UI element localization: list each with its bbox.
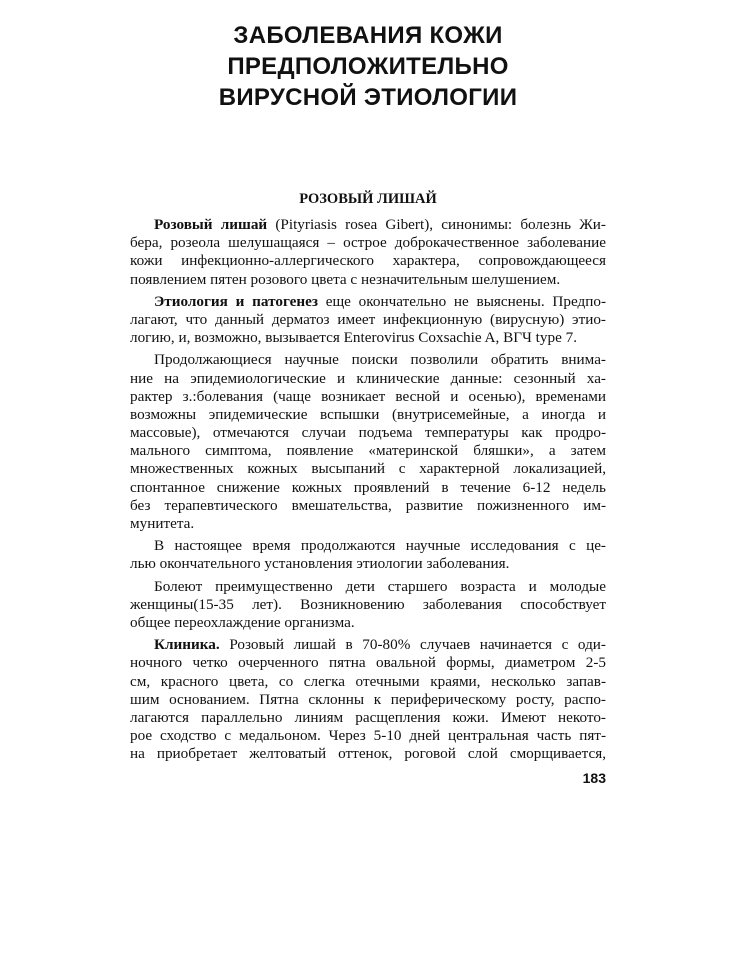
text-line-content: лагают, что данный дерматоз имеет инфекционную (вирусную) этио- (130, 310, 606, 328)
text-line-content: лью окончательного установления этиологии заболевания. (130, 555, 510, 573)
page-number: 183 (582, 770, 606, 786)
text-line (130, 351, 606, 369)
paragraph-lead-term: Клиника. (154, 636, 220, 654)
paragraph (130, 293, 606, 348)
chapter-title-line: ПРЕДПОЛОЖИТЕЛЬНО (227, 53, 509, 80)
text-line (130, 311, 606, 329)
text-line (130, 271, 606, 289)
paragraph (130, 351, 606, 533)
text-line (130, 555, 606, 573)
text-line-content: кожи инфекционно-аллергического характера, сопровождающееся (130, 252, 606, 270)
text-line-content: мального симптома, появление «материнской бляшки», а затем (130, 442, 606, 460)
text-line-content: логию, и, возможно, вызывается Enterovirus Coxsachie A, ВГЧ type 7. (130, 329, 577, 347)
chapter-title-line: ЗАБОЛЕВАНИЯ КОЖИ (233, 22, 503, 49)
text-line (130, 216, 606, 234)
text-line-content: спонтанное снижение кожных проявлений в течение 6-12 недель (130, 478, 606, 496)
text-line (130, 673, 606, 691)
text-line-content: см, красного цвета, со слегка отечными краями, несколько запав- (130, 672, 606, 690)
text-line-content: появлением пятен розового цвета с незначительным шелушением. (130, 270, 561, 288)
text-line-content: бера, розеола шелушащаяся – острое доброкачественное заболевание (130, 234, 606, 252)
text-line (130, 636, 606, 654)
text-line-content: рактер з.:болевания (чаще возникает весной и осенью), временами (130, 387, 606, 405)
text-line-content: женщины(15-35 лет). Возникновению заболевания способствует (130, 595, 606, 613)
text-line-content: еще окончательно не выяснены. Предпо- (317, 292, 606, 310)
text-line-content: Продолжающиеся научные поиски позволили обратить внима- (154, 351, 606, 369)
text-line (130, 654, 606, 672)
text-line-content: мунитета. (130, 515, 195, 532)
text-line (130, 497, 606, 515)
paragraph-lead-term: Этиология и патогенез (154, 292, 318, 310)
text-line-content: ние на эпидемиологические и клинические данные: сезонный ха- (130, 369, 606, 387)
text-line (130, 406, 606, 424)
text-line-content: (Pityriasis rosea Gibert), синонимы: болезнь Жи- (267, 216, 606, 233)
text-line-content: на приобретает желтоватый оттенок, роговой слой сморщивается, (130, 745, 606, 763)
text-line-content: В настоящее время продолжаются научные исследования с це- (154, 537, 606, 555)
text-line (130, 442, 606, 460)
text-line-content: рое сходство с медальоном. Через 5-10 дней центральная часть пят- (130, 727, 606, 745)
paragraph (130, 636, 606, 763)
text-line (130, 727, 606, 745)
text-line (130, 596, 606, 614)
text-line (130, 537, 606, 555)
text-line (130, 691, 606, 709)
paragraph-lead-term: Розовый лишай (154, 216, 268, 233)
chapter-title-line: ВИРУСНОЙ ЭТИОЛОГИИ (218, 84, 518, 111)
section-title: РОЗОВЫЙ ЛИШАЙ (299, 191, 437, 207)
text-line (130, 745, 606, 763)
text-line-content: Розовый лишай в 70-80% случаев начинается с оди- (219, 636, 606, 654)
text-line (130, 234, 606, 252)
text-line (130, 252, 606, 270)
text-line-content: без терапевтического вмешательства, развитие пожизненного им- (130, 496, 606, 514)
text-line-content: Болеют преимущественно дети старшего возраста и молодые (154, 577, 606, 595)
text-line (130, 460, 606, 478)
text-line-content: массовые), отмечаются случаи подъема температуры как продро- (130, 424, 606, 442)
paragraph (130, 537, 606, 573)
text-line (130, 578, 606, 596)
text-line-content: ночного четко очерченного пятна овальной формы, диаметром 2-5 (130, 654, 606, 672)
text-line-content: шим основанием. Пятна склонны к периферическому росту, распо- (130, 690, 606, 708)
text-line (130, 709, 606, 727)
text-line (130, 388, 606, 406)
paragraph (130, 216, 606, 289)
text-line (130, 370, 606, 388)
text-line (130, 515, 606, 533)
text-line (130, 424, 606, 442)
text-line-content: возможны эпидемические вспышки (внутрисемейные, а иногда и (130, 405, 606, 423)
text-line (130, 479, 606, 497)
text-line (130, 614, 606, 632)
body-text (130, 216, 606, 767)
text-line-content: множественных кожных высыпаний с характерной локализацией, (130, 460, 606, 478)
text-line (130, 329, 606, 347)
text-line-content: общее переохлаждение организма. (130, 613, 355, 631)
paragraph (130, 578, 606, 633)
text-line (130, 293, 606, 311)
chapter-title (130, 20, 606, 113)
text-line-content: лагаются параллельно линиям расщепления кожи. Имеют некото- (130, 708, 606, 726)
